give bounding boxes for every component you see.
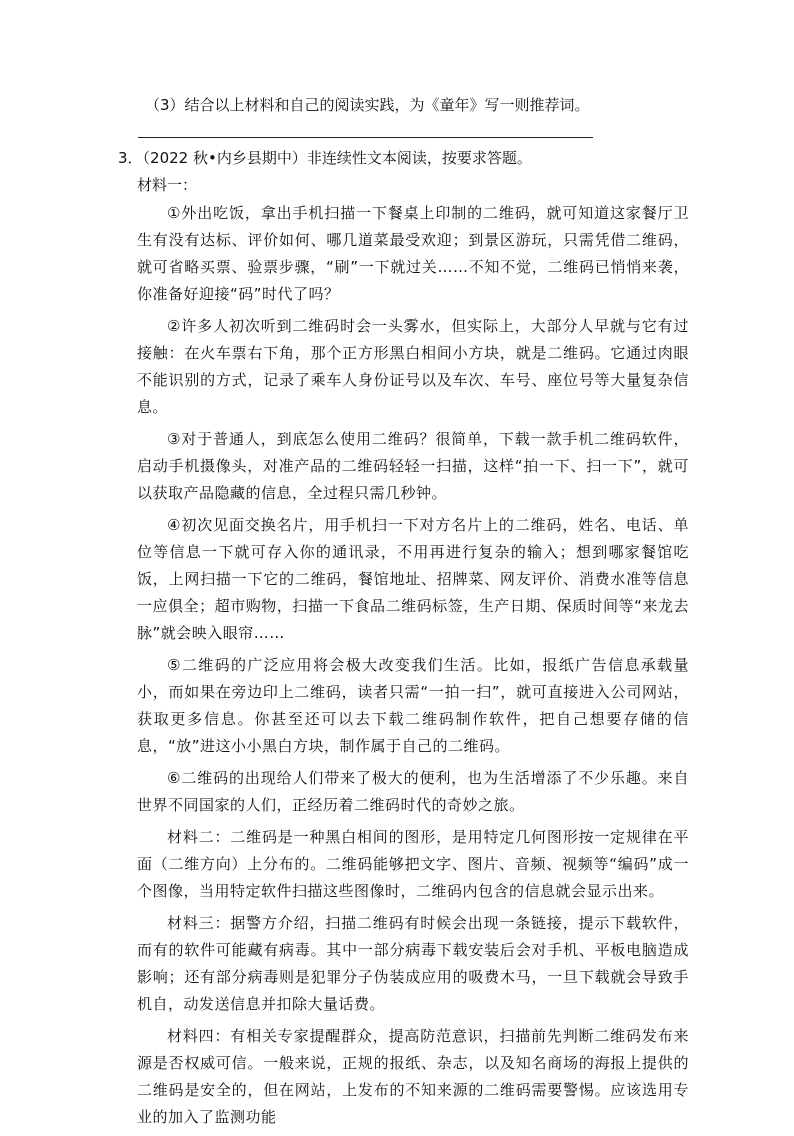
question-source: （2022 秋•内乡县期中）	[142, 149, 307, 167]
material-1-label: 材料一：	[137, 176, 198, 194]
paragraph-3: ③对于普通人，到底怎么使用二维码？很简单，下载一款手机二维码软件，启动手机摄像头，对准产品的二维码轻轻一扫描，这样“拍一下、扫一下”，就可以获取产品隐藏的信息，全过程只需几秒钟。	[137, 430, 689, 502]
material-3-paragraph: 材料三：据警方介绍，扫描二维码有时候会出现一条链接，提示下载软件，而有的软件可能藏有病毒。其中一部分病毒下载安装后会对手机、平板电脑造成影响；还有部分病毒则是犯罪分子伪装成应用的吸费木马，一旦下载就会导致手机自，动发送信息并扣除大量话费。	[137, 914, 689, 1013]
paragraph-4: ④初次见面交换名片，用手机扫一下对方名片上的二维码，姓名、电话、单位等信息一下就可存入你的通讯录，不用再进行复杂的输入；想到哪家餐馆吃饭，上网扫描一下它的二维码，餐馆地址、招牌菜、网友评价、消费水准等信息一应俱全；超市购物，扫描一下食品二维码标签，生产日期、保质时间等“来龙去脉”就会映入眼帘……	[137, 516, 689, 642]
paragraph-6: ⑥二维码的出现给人们带来了极大的便利，也为生活增添了不少乐趣。来自世界不同国家的人们，正经历着二维码时代的奇妙之旅。	[137, 769, 689, 814]
question-number: 3．	[118, 149, 143, 167]
reading-passage	[137, 200, 689, 1136]
paragraph-2: ②许多人初次听到二维码时会一头雾水，但实际上，大部分人早就与它有过接触：在火车票右下角，那个正方形黑白相间小方块，就是二维码。它通过肉眼不能识别的方式，记录了乘车人身份证号以及车次、车号、座位号等大量复杂信息。	[137, 317, 689, 416]
material-2-paragraph: 材料二：二维码是一种黑白相间的图形，是用特定几何图形按一定规律在平面（二维方向）上分布的。二维码能够把文字、图片、音频、视频等“编码”成一个图像，当用特定软件扫描这些图像时，二维码内包含的信息就会显示出来。	[137, 828, 689, 900]
paragraph-5: ⑤二维码的广泛应用将会极大改变我们生活。比如，报纸广告信息承载量小，而如果在旁边印上二维码，读者只需“一拍一扫”，就可直接进入公司网站，获取更多信息。你甚至还可以去下载二维码制作软件，把自己想要存储的信息，“放”进这小小黑白方块，制作属于自己的二维码。	[137, 656, 689, 755]
question-instruction: 非连续性文本阅读，按要求答题。	[306, 149, 532, 167]
paragraph-1: ①外出吃饭，拿出手机扫描一下餐桌上印制的二维码，就可知道这家餐厅卫生有没有达标、评价如何、哪几道菜最受欢迎；到景区游玩，只需凭借二维码，就可省略买票、验票步骤，“刷”一下就过关……不知不觉，二维码已悄悄来袭，你准备好迎接“码”时代了吗？	[137, 204, 689, 303]
question-3-header	[118, 148, 532, 168]
previous-subquestion-3: （3）结合以上材料和自己的阅读实践，为《童年》写一则推荐词。	[145, 96, 590, 114]
answer-line[interactable]	[138, 137, 593, 138]
material-4-paragraph: 材料四：有相关专家提醒群众，提高防范意识，扫描前先判断二维码发布来源是否权威可信。一般来说，正规的报纸、杂志，以及知名商场的海报上提供的二维码是安全的，但在网站，上发布的不知来源的二维码需要警惕。应该选用专业的加入了监测功能	[137, 1027, 689, 1126]
